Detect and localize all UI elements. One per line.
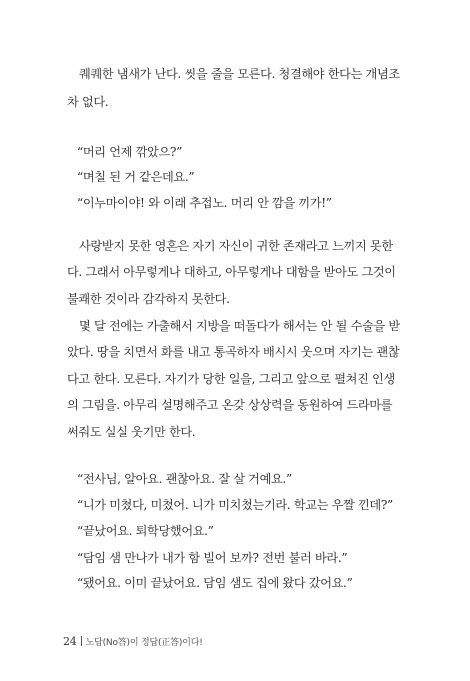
page-footer — [63, 634, 203, 650]
dialogue-line: “이누마이야! 와 이래 추접노. 머리 안 깜을 끼가!” — [77, 196, 332, 210]
text-line: 다고 한다. 모른다. 자기가 당한 일을, 그리고 앞으로 펼쳐진 인생 — [67, 372, 395, 386]
dialogue-line: “며칠 된 거 같은데요.” — [77, 170, 195, 184]
dialogue-line: “됐어요. 이미 끝났어요. 담임 샘도 집에 왔다 갔어요.” — [77, 576, 353, 590]
footer-divider — [81, 636, 82, 646]
text-line: 써줘도 실실 웃기만 한다. — [67, 425, 196, 439]
dialogue-line: “끝났어요. 퇴학당했어요.” — [77, 524, 214, 538]
text-line: 다. 그래서 아무렇게나 대하고, 아무렇게나 대함을 받아도 그것이 — [67, 265, 396, 279]
running-title: 노답(No答)이 정답(正答)이다! — [85, 638, 203, 648]
text-line: 불쾌한 것이라 감각하지 못한다. — [67, 292, 230, 306]
text-line: 았다. 땅을 치면서 화를 내고 통곡하자 배시시 웃으며 자기는 괜찮 — [67, 345, 400, 359]
dialogue-line: “머리 언제 깎았으?” — [77, 145, 182, 159]
page-number: 24 — [63, 635, 77, 648]
text-line: 사랑받지 못한 영혼은 자기 자신이 귀한 존재라고 느끼지 못한 — [79, 239, 393, 253]
text-line: 의 그림을. 아무리 설명해주고 온갖 상상력을 동원하여 드라마를 — [67, 398, 393, 412]
text-line: 몇 달 전에는 가출해서 지방을 떠돌다가 해서는 안 될 수술을 받 — [79, 319, 400, 333]
dialogue-line: “전사님, 알아요. 괜찮아요. 잘 살 거예요.” — [77, 472, 292, 486]
text-line: 차 없다. — [67, 95, 109, 109]
dialogue-line: “니가 미쳤다, 미쳤어. 니가 미치쳤는기라. 학교는 우짤 낀데?” — [77, 498, 393, 512]
dialogue-line: “담임 샘 만나가 내가 함 빌어 보까? 전번 불러 바라.” — [77, 551, 348, 565]
text-line: 퀘퀘한 냄새가 난다. 씻을 줄을 모른다. 청결해야 한다는 개념조 — [79, 67, 400, 81]
